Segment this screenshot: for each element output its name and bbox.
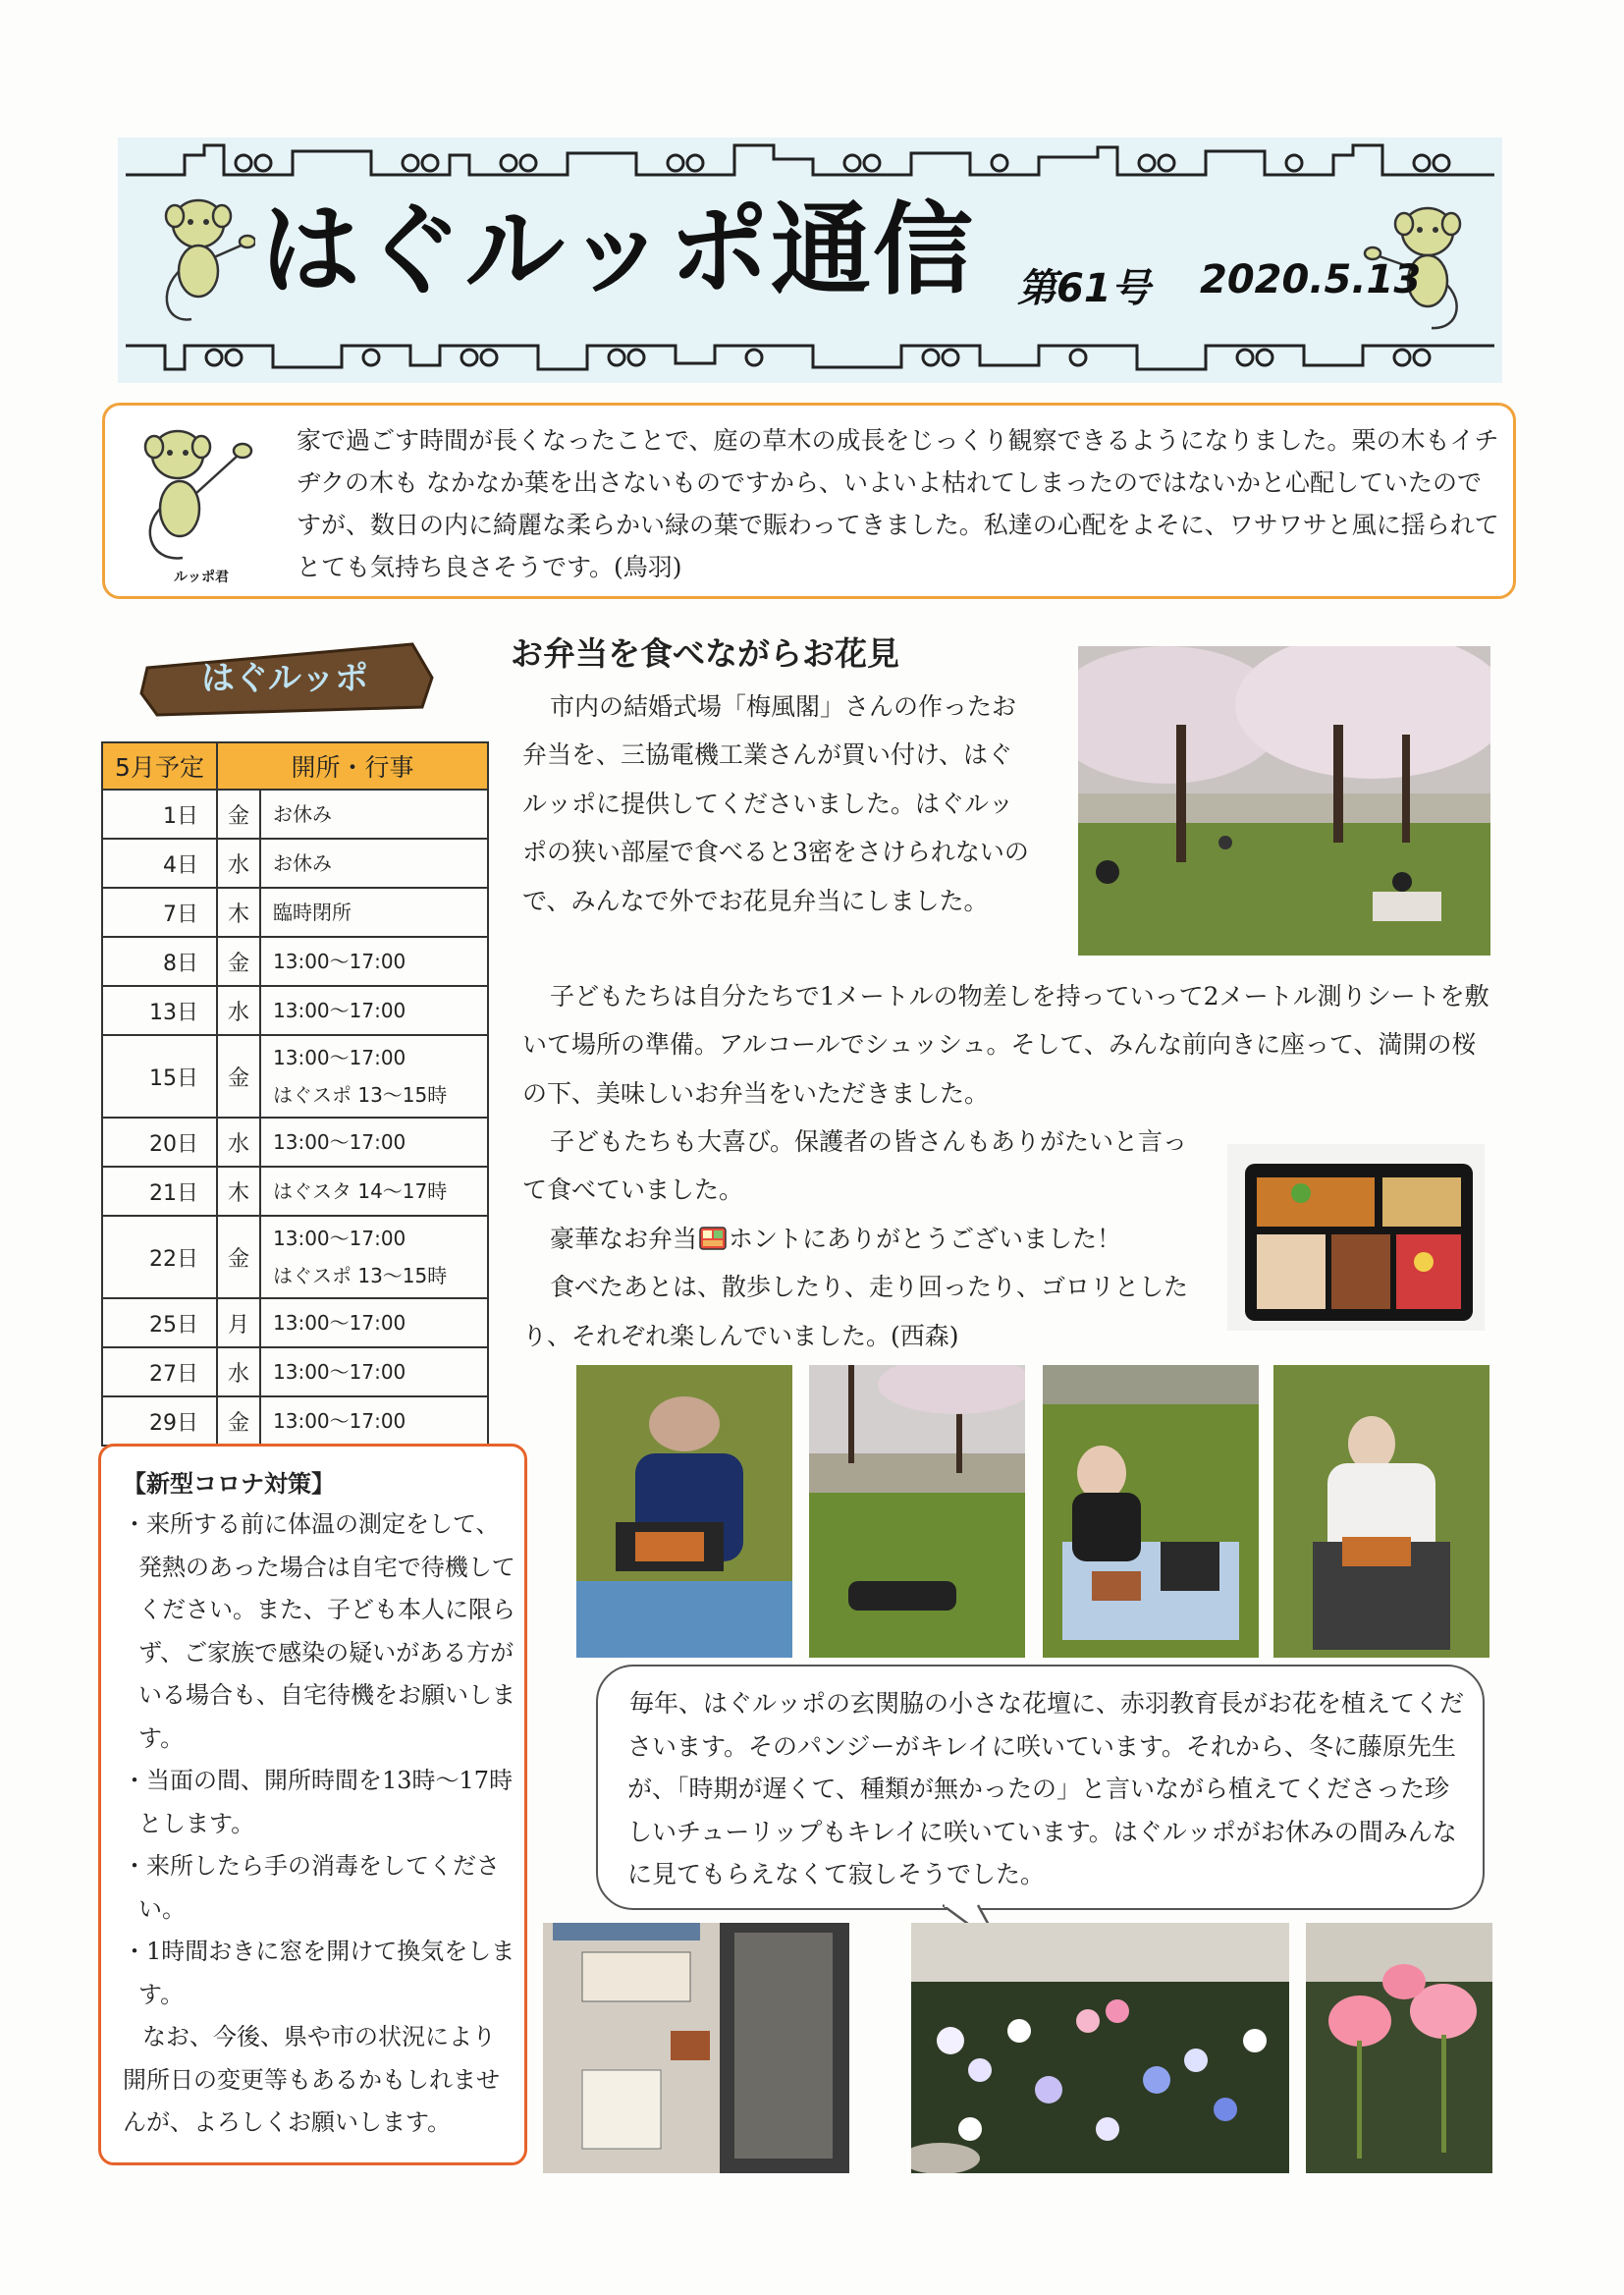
intro-text: 家で過ごす時間が長くなったことで、庭の草木の成長をじっくり観察できるようになりました。栗の木もイチヂクの木も なかなか葉を出さないものですから、いよいよ枯れてしまったのではないかと心配していたのですが、数日の内に綺麗な柔らかい緑の葉で賑わってきました。私達の心配をよそに、ワサワサと風に揺られてとても気持ち良さそうです。(鳥羽) — [297, 426, 1499, 581]
article-text: 豪華なお弁当 — [550, 1224, 698, 1253]
schedule-weekday: 木 — [217, 888, 260, 937]
corona-item: ・来所したら手の消毒をしてください。 — [123, 1852, 500, 1923]
schedule-weekday: 水 — [217, 1347, 260, 1396]
schedule-row — [102, 888, 488, 937]
schedule-event: 13:00～17:00 — [273, 1046, 406, 1069]
schedule-event: はぐスポ 13～15時 — [273, 1083, 448, 1107]
corona-closing: なお、今後、県や市の状況により開所日の変更等もあるかもしれませんが、よろしくお願いします。 — [123, 2023, 500, 2136]
schedule-weekday: 木 — [217, 1167, 260, 1216]
article-paragraph — [522, 1118, 1195, 1360]
corona-notice-box — [98, 1444, 527, 2165]
corona-item: ・1時間おきに窓を開けて換気をします。 — [123, 1938, 515, 2008]
schedule-day: 1日 — [102, 790, 217, 839]
schedule-day: 22日 — [102, 1216, 217, 1298]
schedule-weekday: 水 — [217, 1118, 260, 1167]
schedule-weekday: 金 — [217, 1396, 260, 1446]
schedule-row — [102, 839, 488, 888]
skyline-decoration-bottom — [126, 340, 1494, 379]
flower-note-bubble — [596, 1665, 1485, 1910]
schedule-events — [260, 1035, 488, 1118]
newsletter-title: はぐルッポ通信 — [260, 192, 975, 309]
schedule-event: 臨時閉所 — [273, 901, 352, 924]
schedule-weekday: 水 — [217, 839, 260, 888]
schedule-events — [260, 986, 488, 1035]
schedule-weekday: 金 — [217, 790, 260, 839]
cherry-blossom-picnic-photo — [1078, 646, 1490, 956]
schedule-table — [101, 741, 489, 1447]
schedule-day: 15日 — [102, 1035, 217, 1118]
schedule-event: お休み — [273, 802, 332, 826]
corona-body — [123, 1503, 517, 2145]
schedule-events — [260, 1167, 488, 1216]
schedule-event: はぐスポ 13～15時 — [273, 1264, 448, 1287]
schedule-row — [102, 986, 488, 1035]
issue-date: 2020.5.13 — [1200, 257, 1422, 302]
schedule-events — [260, 1118, 488, 1167]
article-text: 食べたあとは、散歩したり、走り回ったり、ゴロリとしたり、それぞれ楽しんでいました。(西森) — [522, 1273, 1189, 1350]
schedule-day: 29日 — [102, 1396, 217, 1446]
schedule-day: 25日 — [102, 1298, 217, 1347]
mascot-label: ルッポ君 — [174, 570, 229, 585]
intro-box — [102, 403, 1516, 599]
picnic-photo-2 — [809, 1365, 1025, 1658]
corona-item: ・当面の間、開所時間を13時～17時とします。 — [123, 1767, 514, 1837]
schedule-event: 13:00～17:00 — [273, 950, 406, 973]
schedule-row — [102, 1396, 488, 1446]
article-text — [522, 1215, 1195, 1263]
schedule-event: 13:00～17:00 — [273, 999, 406, 1022]
schedule-header-month: 5月予定 — [102, 742, 217, 790]
picnic-photo-4 — [1273, 1365, 1489, 1658]
schedule-day: 20日 — [102, 1118, 217, 1167]
schedule-row — [102, 1118, 488, 1167]
schedule-weekday: 月 — [217, 1298, 260, 1347]
schedule-header-event: 開所・行事 — [217, 742, 488, 790]
schedule-row — [102, 790, 488, 839]
mascot-icon-intro — [129, 415, 256, 573]
corona-item: ・来所する前に体温の測定をして、発熱のあった場合は自宅で待機してください。また、子ども本人に限らず、ご家族で感染の疑いがある方がいる場合も、自宅待機をお願いします。 — [123, 1510, 515, 1752]
schedule-weekday: 水 — [217, 986, 260, 1035]
schedule-events — [260, 1298, 488, 1347]
schedule-day: 27日 — [102, 1347, 217, 1396]
schedule-header-row — [102, 742, 488, 790]
schedule-row — [102, 1347, 488, 1396]
schedule-events — [260, 888, 488, 937]
schedule-event: 13:00～17:00 — [273, 1130, 406, 1154]
issue-number: 第61号 — [1017, 266, 1151, 311]
schedule-events — [260, 1396, 488, 1446]
schedule-day: 13日 — [102, 986, 217, 1035]
tulip-photo — [1306, 1923, 1492, 2173]
schedule-events — [260, 1347, 488, 1396]
pansy-flowerbed-photo — [911, 1923, 1289, 2173]
article-paragraph: 市内の結婚式場「梅風閣」さんの作ったお弁当を、三協電機工業さんが買い付け、はぐルッポに提供してくださいました。はぐルッポの狭い部屋で食べると3密をさけられないので、みんなで外でお花見弁当にしました。 — [522, 692, 1029, 915]
schedule-weekday: 金 — [217, 1216, 260, 1298]
schedule-event: 13:00～17:00 — [273, 1360, 406, 1384]
mascot-icon-left — [147, 187, 255, 334]
schedule-row — [102, 1216, 488, 1298]
bento-box-photo — [1227, 1144, 1485, 1331]
schedule-day: 8日 — [102, 937, 217, 986]
schedule-day: 21日 — [102, 1167, 217, 1216]
schedule-events — [260, 790, 488, 839]
article-title: お弁当を食べながらお花見 — [511, 634, 899, 673]
skyline-decoration-top — [126, 141, 1494, 181]
schedule-weekday: 金 — [217, 937, 260, 986]
schedule-event: 13:00～17:00 — [273, 1311, 406, 1335]
bento-icon — [699, 1227, 727, 1250]
schedule-events — [260, 839, 488, 888]
schedule-event: 13:00～17:00 — [273, 1409, 406, 1433]
schedule-event: お休み — [273, 851, 332, 875]
article-paragraph: 子どもたちは自分たちで1メートルの物差しを持っていって2メートル測りシートを敷いて場所の準備。アルコールでシュッシュ。そして、みんな前向きに座って、満開の桜の下、美味しいお弁当をいただきました。 — [522, 982, 1489, 1108]
schedule-events — [260, 937, 488, 986]
schedule-event: 13:00～17:00 — [273, 1227, 406, 1250]
entrance-photo — [543, 1923, 849, 2173]
schedule-row — [102, 1035, 488, 1118]
flower-note-text: 毎年、はぐルッポの玄関脇の小さな花壇に、赤羽教育長がお花を植えてくださいます。そのパンジーがキレイに咲いています。それから、冬に藤原先生が、「時期が遅くて、種類が無かったの」と言いながら植えてくださった珍しいチューリップもキレイに咲いています。はぐルッポがお休みの間みんなに見てもらえなくて寂しそうでした。 — [627, 1689, 1465, 1888]
logo-text: はぐルッポ — [201, 659, 368, 698]
schedule-event: はぐスタ 14～17時 — [273, 1179, 448, 1203]
picnic-photo-1 — [576, 1365, 792, 1658]
hagurruppo-logo — [137, 638, 442, 719]
schedule-events — [260, 1216, 488, 1298]
corona-title: 【新型コロナ対策】 — [123, 1470, 335, 1498]
schedule-body — [102, 790, 488, 1446]
schedule-weekday: 金 — [217, 1035, 260, 1118]
article-text: ホントにありがとうございました！ — [729, 1224, 1122, 1253]
schedule-day: 7日 — [102, 888, 217, 937]
schedule-row — [102, 1167, 488, 1216]
article-text: 子どもたちも大喜び。保護者の皆さんもありがたいと言って食べていました。 — [522, 1127, 1188, 1205]
schedule-row — [102, 937, 488, 986]
schedule-row — [102, 1298, 488, 1347]
picnic-photo-3 — [1043, 1365, 1259, 1658]
schedule-day: 4日 — [102, 839, 217, 888]
